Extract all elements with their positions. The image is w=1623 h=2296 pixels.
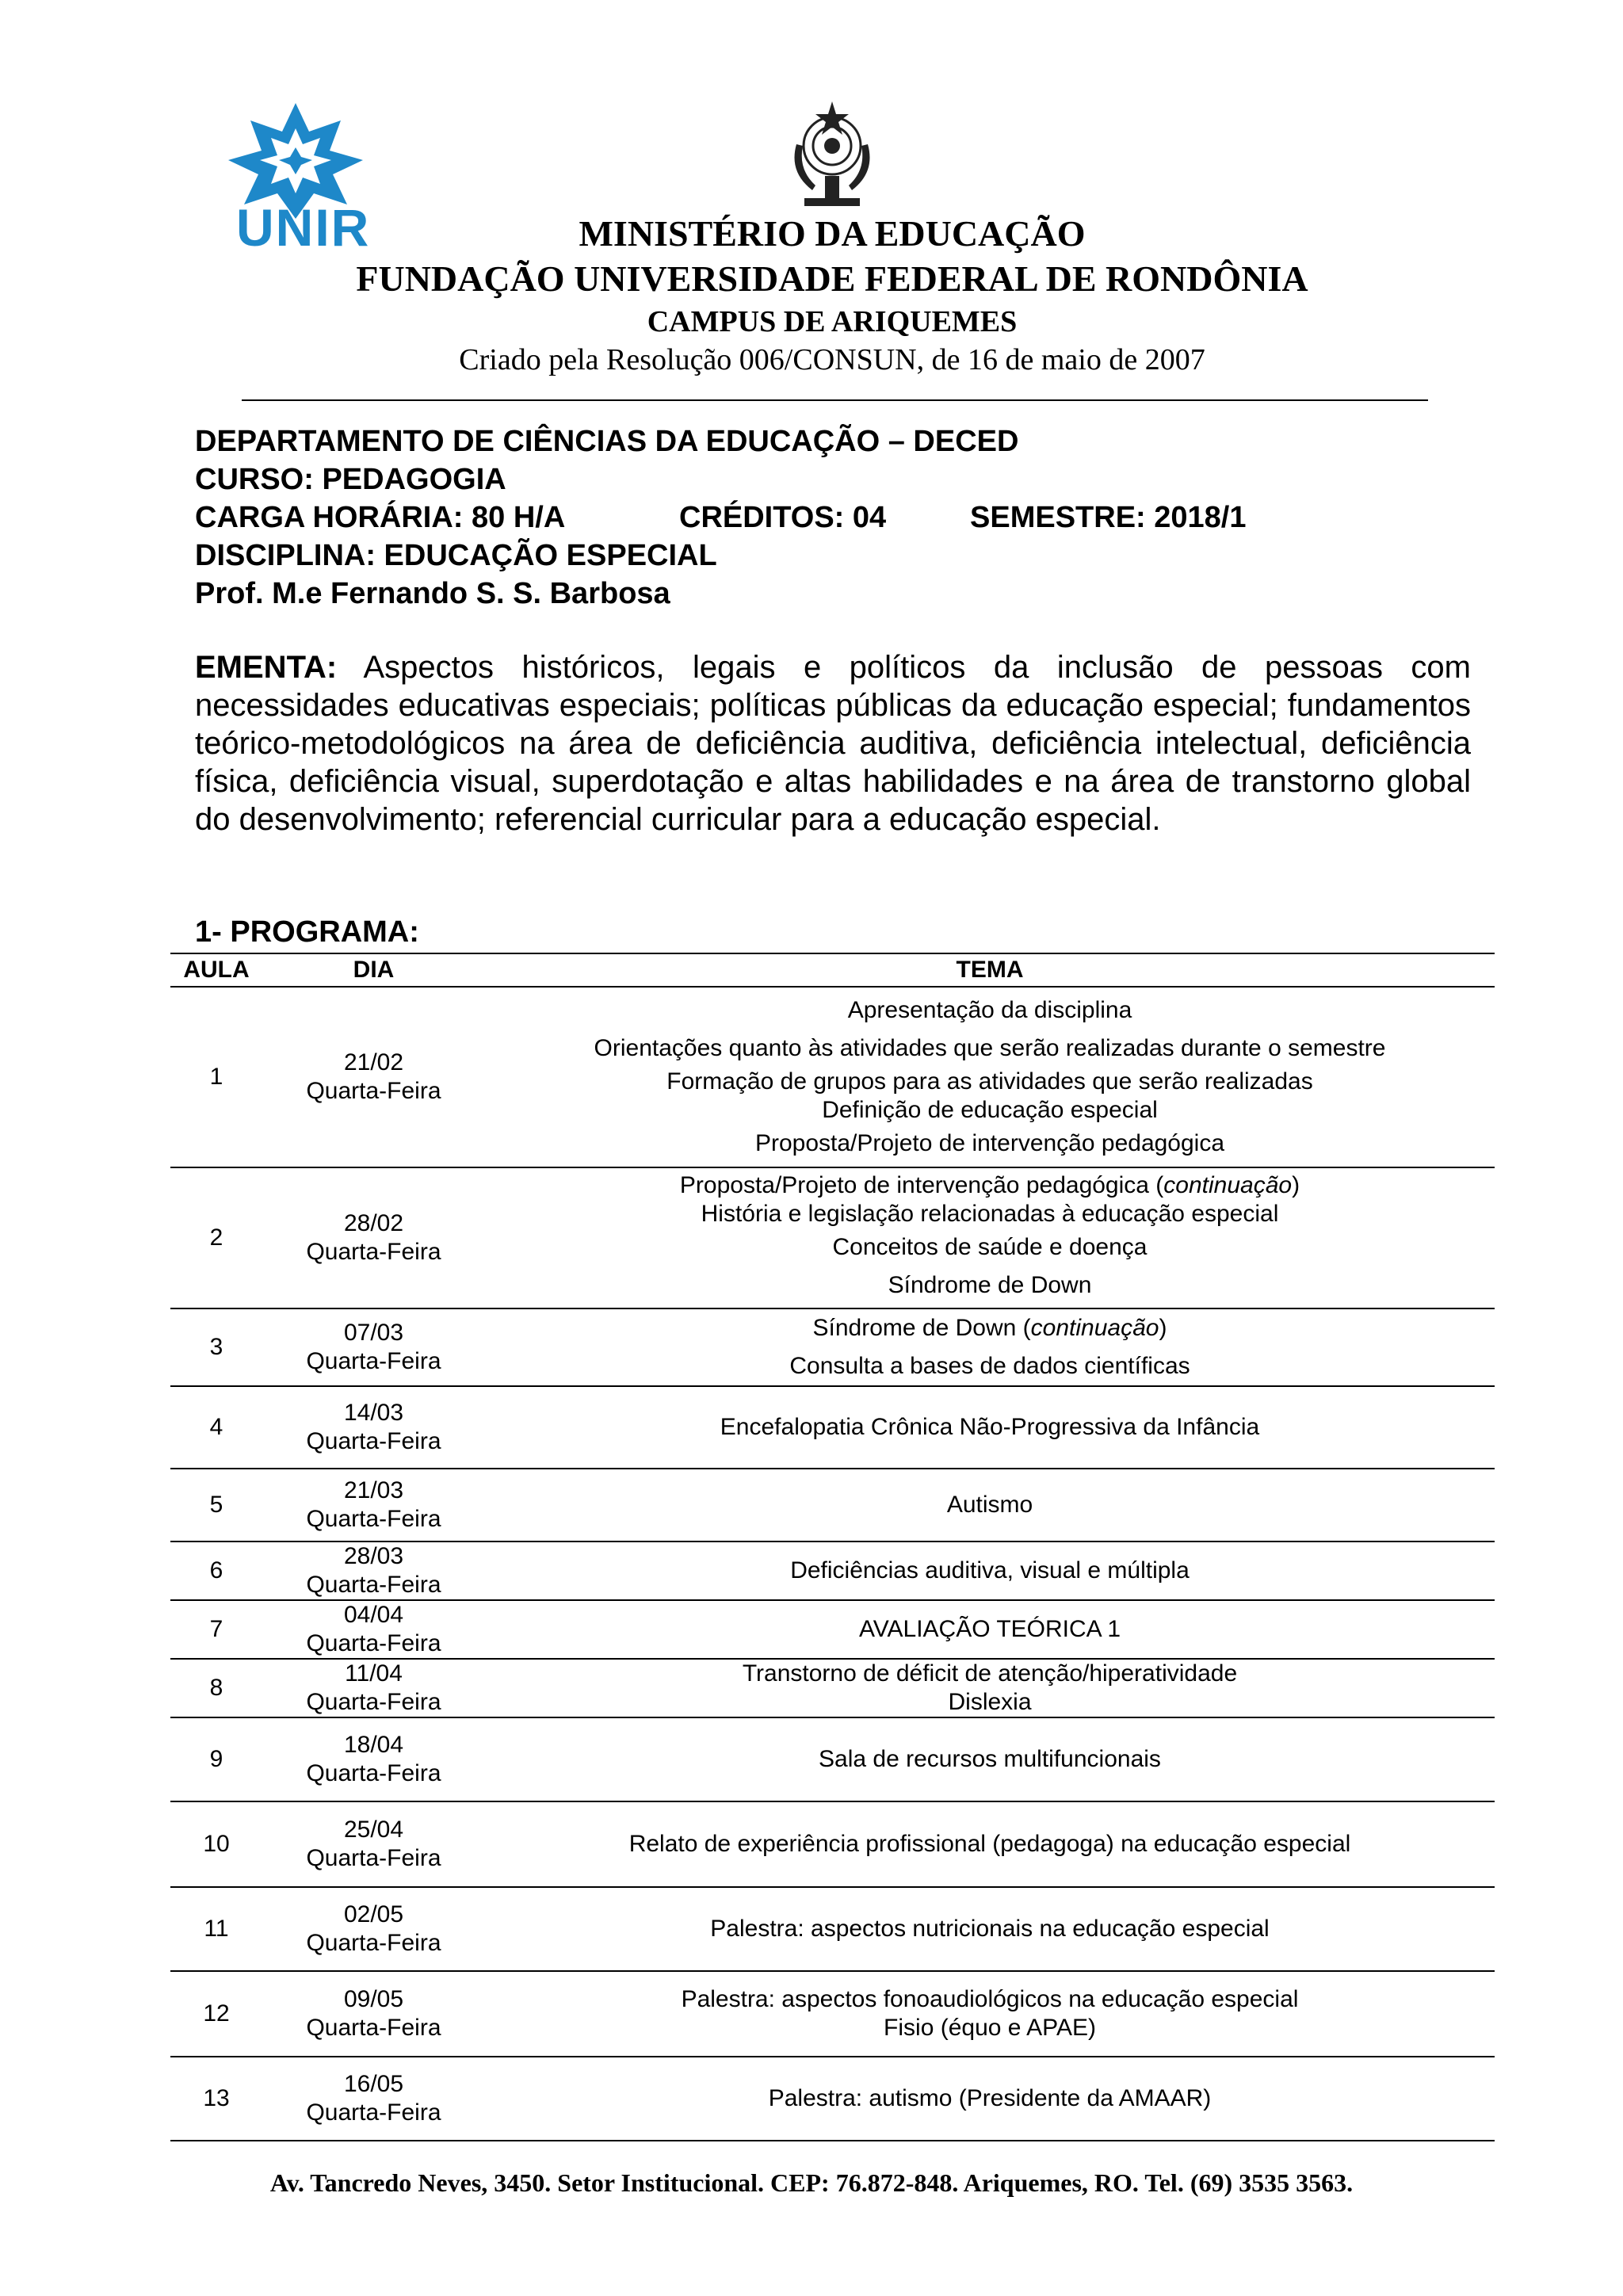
aula-cell: 13 xyxy=(170,2057,262,2141)
tema-line: Fisio (équo e APAE) xyxy=(884,2015,1096,2041)
workload: CARGA HORÁRIA: 80 H/A xyxy=(195,501,566,534)
header-divider xyxy=(242,399,1428,401)
dia-cell xyxy=(262,1659,485,1717)
header-dia: DIA xyxy=(262,953,485,987)
ementa-paragraph xyxy=(195,648,1471,839)
tema-line: Autismo xyxy=(946,1492,1033,1518)
campus-title: CAMPUS DE ARIQUEMES xyxy=(647,305,1018,338)
date: 11/04 xyxy=(345,1660,403,1687)
weekday: Quarta-Feira xyxy=(306,2015,441,2041)
aula-cell: 3 xyxy=(170,1308,262,1386)
date: 28/02 xyxy=(343,1210,404,1236)
aula-cell: 10 xyxy=(170,1801,262,1887)
weekday: Quarta-Feira xyxy=(306,1930,441,1956)
course-line: CURSO: PEDAGOGIA xyxy=(195,463,506,496)
dia-cell xyxy=(262,2057,485,2141)
tema-cell xyxy=(485,1971,1495,2057)
semester: SEMESTRE: 2018/1 xyxy=(970,501,1247,534)
table-row xyxy=(170,1801,1495,1887)
tema-line: Dislexia xyxy=(948,1689,1032,1715)
tema-cell xyxy=(485,1717,1495,1801)
tema-cell xyxy=(485,1469,1495,1541)
date: 07/03 xyxy=(343,1320,404,1346)
table-row xyxy=(170,1308,1495,1386)
tema-cell xyxy=(485,987,1495,1167)
weekday: Quarta-Feira xyxy=(306,1239,441,1265)
aula-cell: 7 xyxy=(170,1600,262,1659)
table-row xyxy=(170,1971,1495,2057)
header-aula: AULA xyxy=(170,953,262,987)
tema-cell xyxy=(485,1801,1495,1887)
ministry-title: MINISTÉRIO DA EDUCAÇÃO xyxy=(579,213,1086,254)
aula-cell: 5 xyxy=(170,1469,262,1541)
tema-line: Conceitos de saúde e doença xyxy=(832,1234,1148,1260)
header-tema: TEMA xyxy=(485,953,1495,987)
tema-line: AVALIAÇÃO TEÓRICA 1 xyxy=(858,1616,1121,1642)
tema-line: Sala de recursos multifuncionais xyxy=(819,1746,1161,1772)
tema-cell xyxy=(485,1659,1495,1717)
table-row xyxy=(170,1659,1495,1717)
tema-cell xyxy=(485,1308,1495,1386)
table-row xyxy=(170,1887,1495,1971)
aula-cell: 4 xyxy=(170,1386,262,1469)
tema-line: Proposta/Projeto de intervenção pedagógica xyxy=(754,1130,1225,1156)
tema-line: Proposta/Projeto de intervenção pedagógica (continuação) xyxy=(679,1172,1300,1198)
tema-cell xyxy=(485,1600,1495,1659)
dia-cell xyxy=(262,1600,485,1659)
date: 28/03 xyxy=(343,1543,404,1569)
creation-note: Criado pela Resolução 006/CONSUN, de 16 de maio de 2007 xyxy=(459,343,1205,376)
tema-line: Síndrome de Down xyxy=(888,1272,1092,1298)
aula-cell: 11 xyxy=(170,1887,262,1971)
ementa-text: Aspectos históricos, legais e políticos da inclusão de pessoas com necessidades educativas especiais; políticas públicas da educação especial; fundamentos teórico-metodológicos na área de deficiência auditiva, deficiência intelectual, deficiência física, deficiência visual, superdotação e altas habilidades e na área de transtorno global do desenvolvimento; referencial curricular para a educação especial. xyxy=(195,650,1471,837)
dia-cell xyxy=(262,1386,485,1469)
weekday: Quarta-Feira xyxy=(306,1348,441,1374)
tema-line: Transtorno de déficit de atenção/hiperatividade xyxy=(742,1660,1238,1687)
dia-cell xyxy=(262,1971,485,2057)
weekday: Quarta-Feira xyxy=(306,1845,441,1871)
table-row xyxy=(170,2057,1495,2141)
dia-cell xyxy=(262,987,485,1167)
dia-cell xyxy=(262,1308,485,1386)
dia-cell xyxy=(262,1887,485,1971)
program-title: 1- PROGRAMA: xyxy=(195,915,419,949)
aula-cell: 8 xyxy=(170,1659,262,1717)
tema-line: Formação de grupos para as atividades que serão realizadas xyxy=(666,1068,1313,1095)
weekday: Quarta-Feira xyxy=(306,1506,441,1532)
dia-cell xyxy=(262,1167,485,1308)
tema-line: Palestra: aspectos nutricionais na educação especial xyxy=(710,1916,1270,1942)
tema-line: Encefalopatia Crônica Não-Progressiva da Infância xyxy=(720,1414,1260,1440)
date: 25/04 xyxy=(343,1817,404,1843)
dia-cell xyxy=(262,1541,485,1600)
aula-cell: 9 xyxy=(170,1717,262,1801)
aula-cell: 12 xyxy=(170,1971,262,2057)
aula-cell: 1 xyxy=(170,987,262,1167)
date: 14/03 xyxy=(343,1400,404,1426)
discipline-line: DISCIPLINA: EDUCAÇÃO ESPECIAL xyxy=(195,539,717,572)
professor-line: Prof. M.e Fernando S. S. Barbosa xyxy=(195,577,670,610)
aula-cell: 6 xyxy=(170,1541,262,1600)
table-row xyxy=(170,1386,1495,1469)
dia-cell xyxy=(262,1469,485,1541)
date: 02/05 xyxy=(343,1901,404,1927)
date: 09/05 xyxy=(343,1986,404,2012)
tema-line: Palestra: autismo (Presidente da AMAAR) xyxy=(768,2085,1212,2111)
logo-text: UNIR xyxy=(236,198,371,257)
table-row xyxy=(170,1469,1495,1541)
weekday: Quarta-Feira xyxy=(306,1572,441,1598)
table-row xyxy=(170,1600,1495,1659)
weekday: Quarta-Feira xyxy=(306,1630,441,1656)
tema-cell xyxy=(485,1386,1495,1469)
tema-line: Síndrome de Down (continuação) xyxy=(812,1315,1167,1341)
table-row xyxy=(170,987,1495,1167)
tema-cell xyxy=(485,1541,1495,1600)
weekday: Quarta-Feira xyxy=(306,1689,441,1715)
weekday: Quarta-Feira xyxy=(306,1078,441,1104)
table-row xyxy=(170,1717,1495,1801)
weekday: Quarta-Feira xyxy=(306,1428,441,1454)
weekday: Quarta-Feira xyxy=(306,1760,441,1786)
date: 18/04 xyxy=(343,1732,404,1758)
date: 21/03 xyxy=(343,1477,404,1503)
table-row xyxy=(170,1167,1495,1308)
coat-of-arms-icon xyxy=(781,97,884,216)
tema-line: Definição de educação especial xyxy=(822,1097,1158,1123)
tema-cell xyxy=(485,1167,1495,1308)
department-line: DEPARTAMENTO DE CIÊNCIAS DA EDUCAÇÃO – DECED xyxy=(195,425,1019,458)
tema-line: Consulta a bases de dados científicas xyxy=(789,1353,1190,1379)
weekday: Quarta-Feira xyxy=(306,2099,441,2126)
aula-cell: 2 xyxy=(170,1167,262,1308)
dia-cell xyxy=(262,1801,485,1887)
tema-line: História e legislação relacionadas à educação especial xyxy=(701,1201,1279,1227)
table-row xyxy=(170,1541,1495,1600)
tema-cell xyxy=(485,2057,1495,2141)
tema-line: Relato de experiência profissional (pedagoga) na educação especial xyxy=(628,1831,1351,1857)
credits: CRÉDITOS: 04 xyxy=(679,501,887,534)
date: 16/05 xyxy=(343,2071,404,2097)
table-header-row xyxy=(170,953,1495,987)
tema-line: Orientações quanto às atividades que serão realizadas durante o semestre xyxy=(594,1035,1386,1061)
tema-cell xyxy=(485,1887,1495,1971)
foundation-title: FUNDAÇÃO UNIVERSIDADE FEDERAL DE RONDÔNIA xyxy=(356,258,1308,299)
ementa-label: EMENTA: xyxy=(195,650,338,685)
dia-cell xyxy=(262,1717,485,1801)
tema-line: Palestra: aspectos fonoaudiológicos na educação especial xyxy=(681,1986,1299,2012)
date: 04/04 xyxy=(343,1602,404,1628)
date: 21/02 xyxy=(343,1049,404,1075)
footer-address: Av. Tancredo Neves, 3450. Setor Institucional. CEP: 76.872-848. Ariquemes, RO. Tel. (69) 3535 3563. xyxy=(269,2168,1354,2197)
tema-line: Apresentação da disciplina xyxy=(847,997,1132,1023)
program-table xyxy=(170,953,1495,2141)
tema-line: Deficiências auditiva, visual e múltipla xyxy=(790,1557,1190,1584)
